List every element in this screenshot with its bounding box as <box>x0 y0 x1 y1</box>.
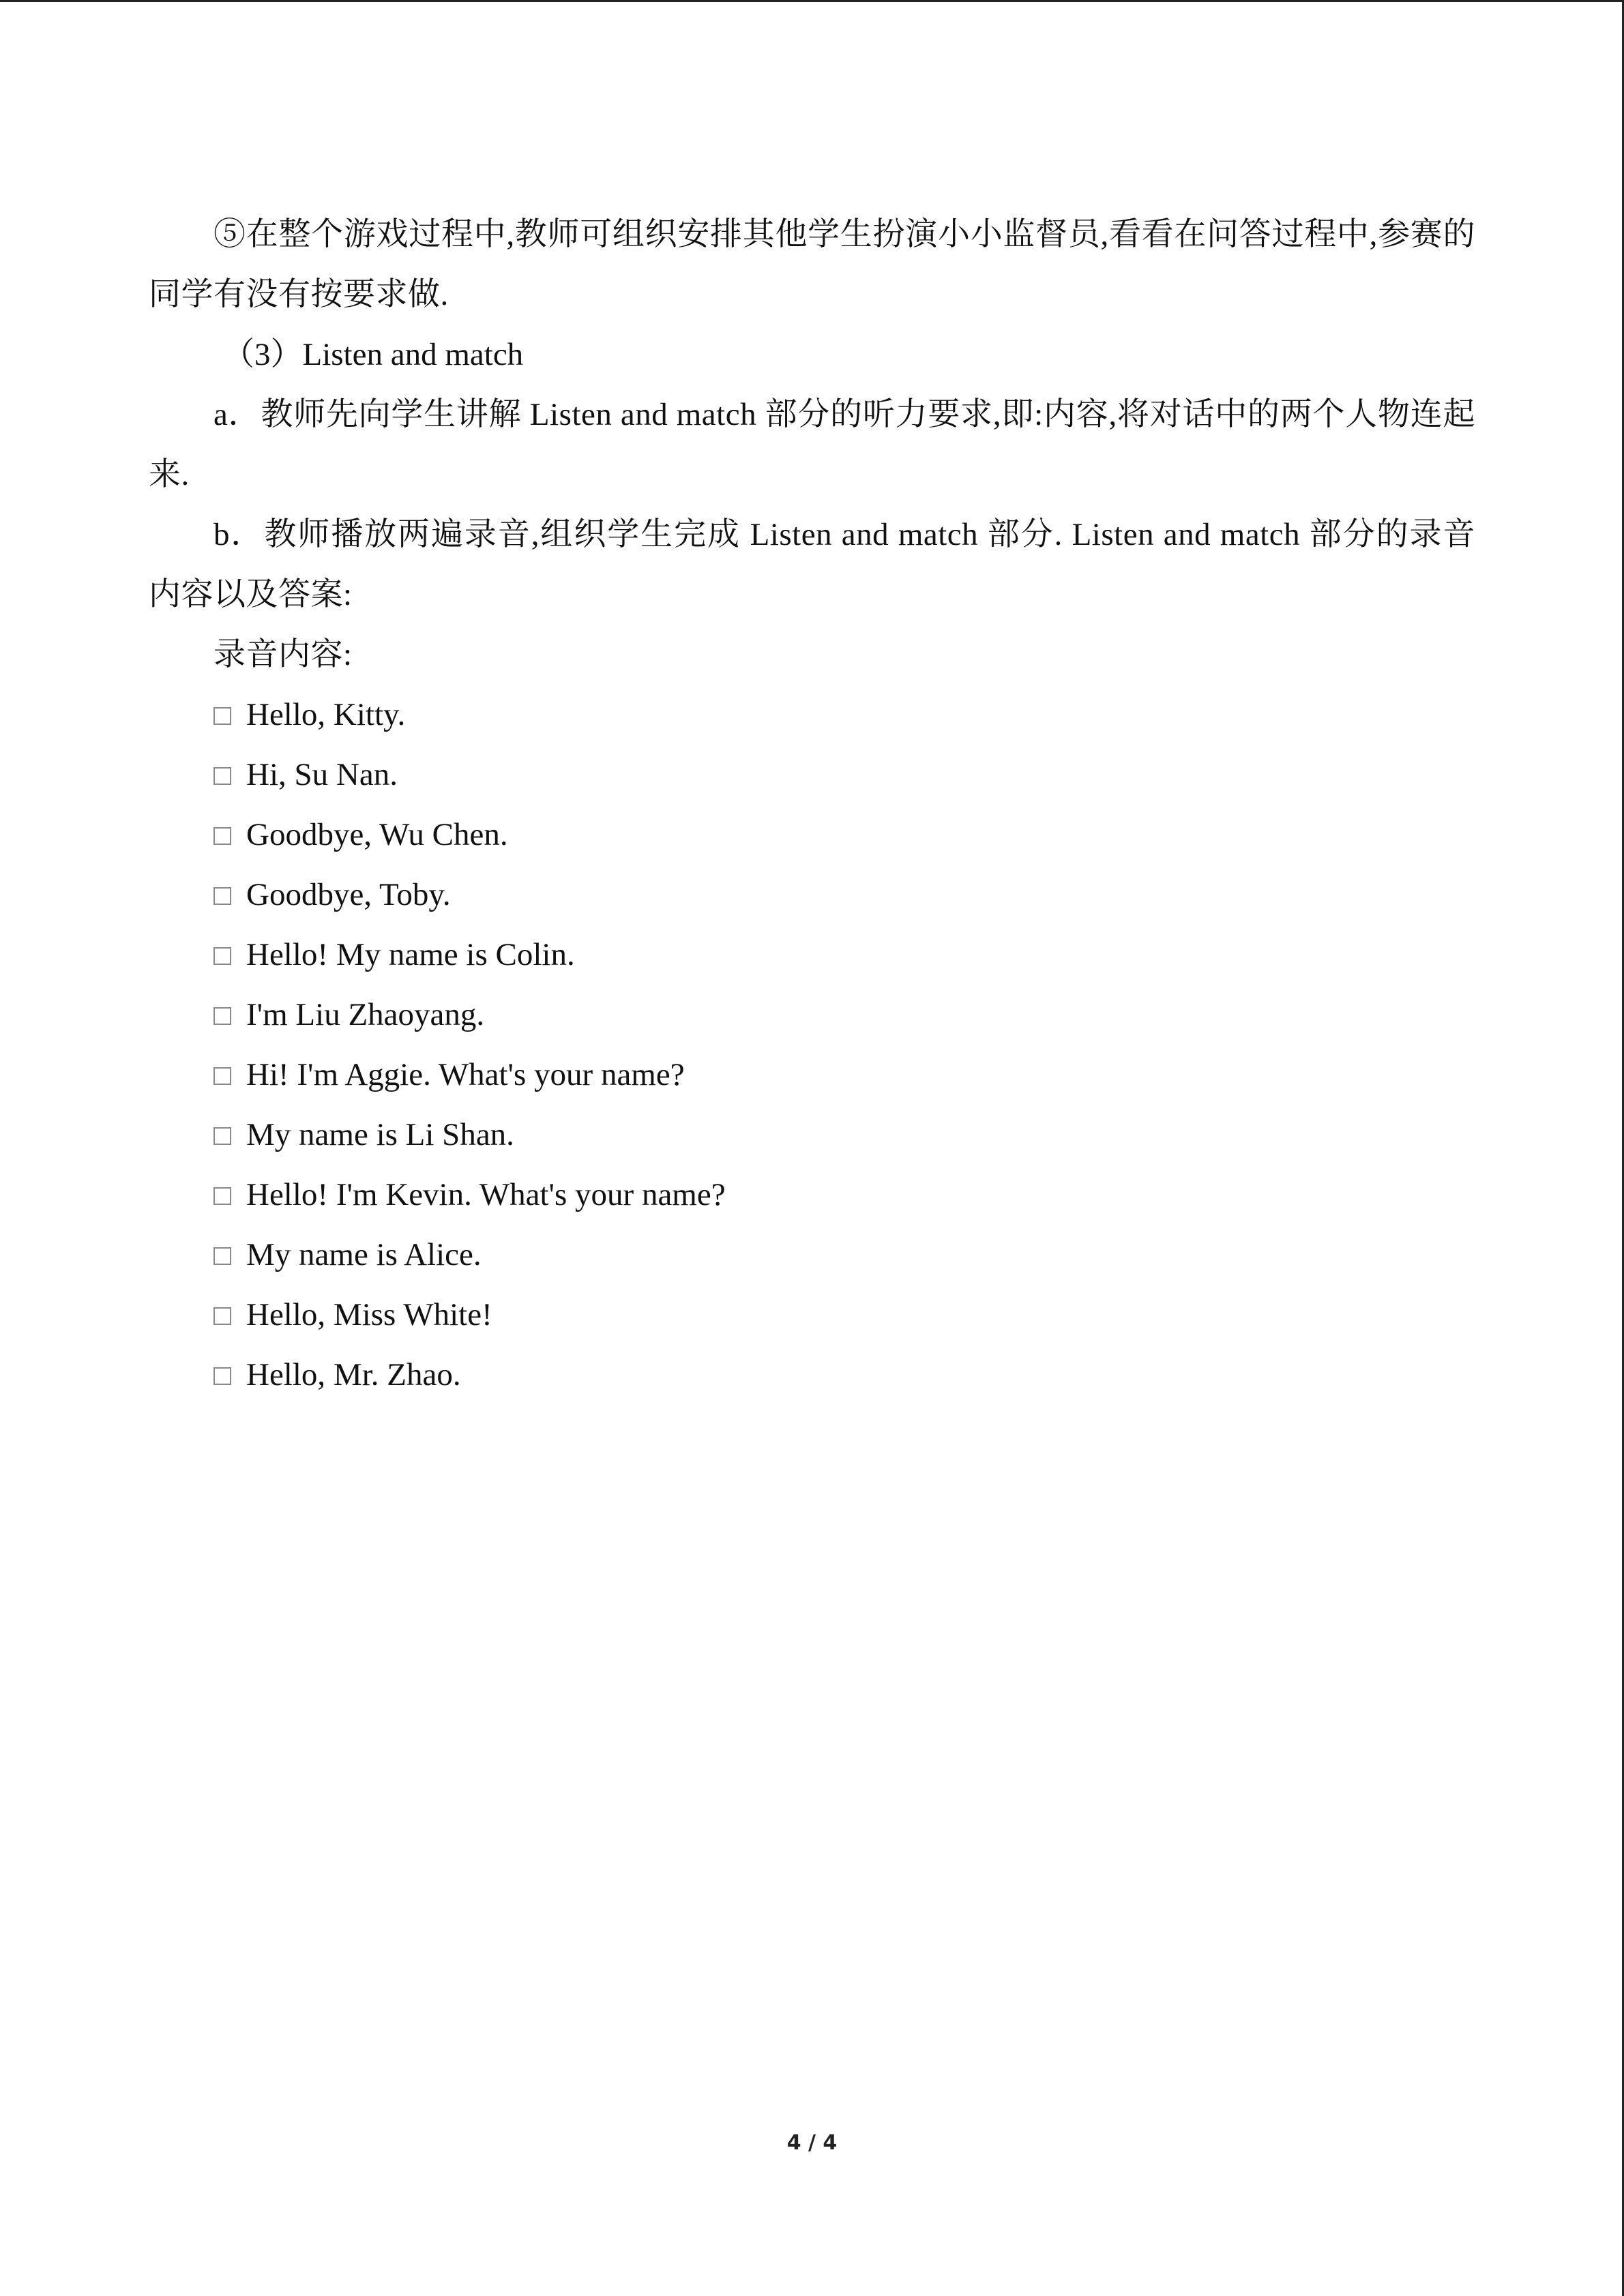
list-item <box>149 805 1475 865</box>
list-item <box>149 985 1475 1045</box>
section-heading-listen-and-match: （3）Listen and match <box>222 337 524 372</box>
list-item <box>149 1285 1475 1345</box>
list-item <box>149 1345 1475 1405</box>
recording-line-text: Hello, Kitty. <box>246 697 406 732</box>
list-item <box>149 745 1475 805</box>
checkbox-icon <box>213 1127 231 1145</box>
list-item <box>149 865 1475 925</box>
checkbox-icon <box>213 947 231 965</box>
list-item <box>149 1105 1475 1165</box>
checkbox-icon <box>213 1007 231 1025</box>
recording-line-text: I'm Liu Zhaoyang. <box>246 997 485 1032</box>
list-item <box>149 685 1475 745</box>
checkbox-icon <box>213 1067 231 1085</box>
paragraph-step-a: a．教师先向学生讲解 Listen and match 部分的听力要求,即:内容,将对话中的两个人物连起来. <box>149 397 1475 492</box>
page-number: 4 / 4 <box>786 2131 838 2155</box>
recording-line-text: Hello, Miss White! <box>246 1297 492 1332</box>
list-item <box>149 1165 1475 1225</box>
recording-line-text: Goodbye, Toby. <box>246 877 451 912</box>
checkbox-icon <box>213 707 231 725</box>
checkbox-icon <box>213 1187 231 1205</box>
recording-line-text: My name is Alice. <box>246 1237 482 1272</box>
document-body <box>149 205 1475 1405</box>
checkbox-icon <box>213 767 231 785</box>
recording-line-text: My name is Li Shan. <box>246 1117 514 1152</box>
checkbox-icon <box>213 1247 231 1265</box>
recording-content-label: 录音内容: <box>213 637 353 672</box>
recording-line-text: Hi! I'm Aggie. What's your name? <box>246 1057 685 1092</box>
list-item <box>149 1045 1475 1105</box>
checkbox-icon <box>213 887 231 905</box>
checkbox-icon <box>213 827 231 845</box>
paragraph-game-supervisor: ⑤在整个游戏过程中,教师可组织安排其他学生扮演小小监督员,看看在问答过程中,参赛的同学有没有按要求做. <box>149 217 1475 312</box>
checkbox-icon <box>213 1367 231 1385</box>
recording-line-text: Hello, Mr. Zhao. <box>246 1357 461 1392</box>
paragraph-step-b: b．教师播放两遍录音,组织学生完成 Listen and match 部分. Listen and match 部分的录音内容以及答案: <box>149 517 1475 612</box>
recording-lines-list <box>149 685 1475 1405</box>
list-item <box>149 1225 1475 1285</box>
recording-line-text: Hello! My name is Colin. <box>246 937 575 972</box>
recording-line-text: Goodbye, Wu Chen. <box>246 817 508 852</box>
list-item <box>149 925 1475 985</box>
checkbox-icon <box>213 1307 231 1325</box>
recording-line-text: Hi, Su Nan. <box>246 757 398 792</box>
recording-line-text: Hello! I'm Kevin. What's your name? <box>246 1177 726 1212</box>
